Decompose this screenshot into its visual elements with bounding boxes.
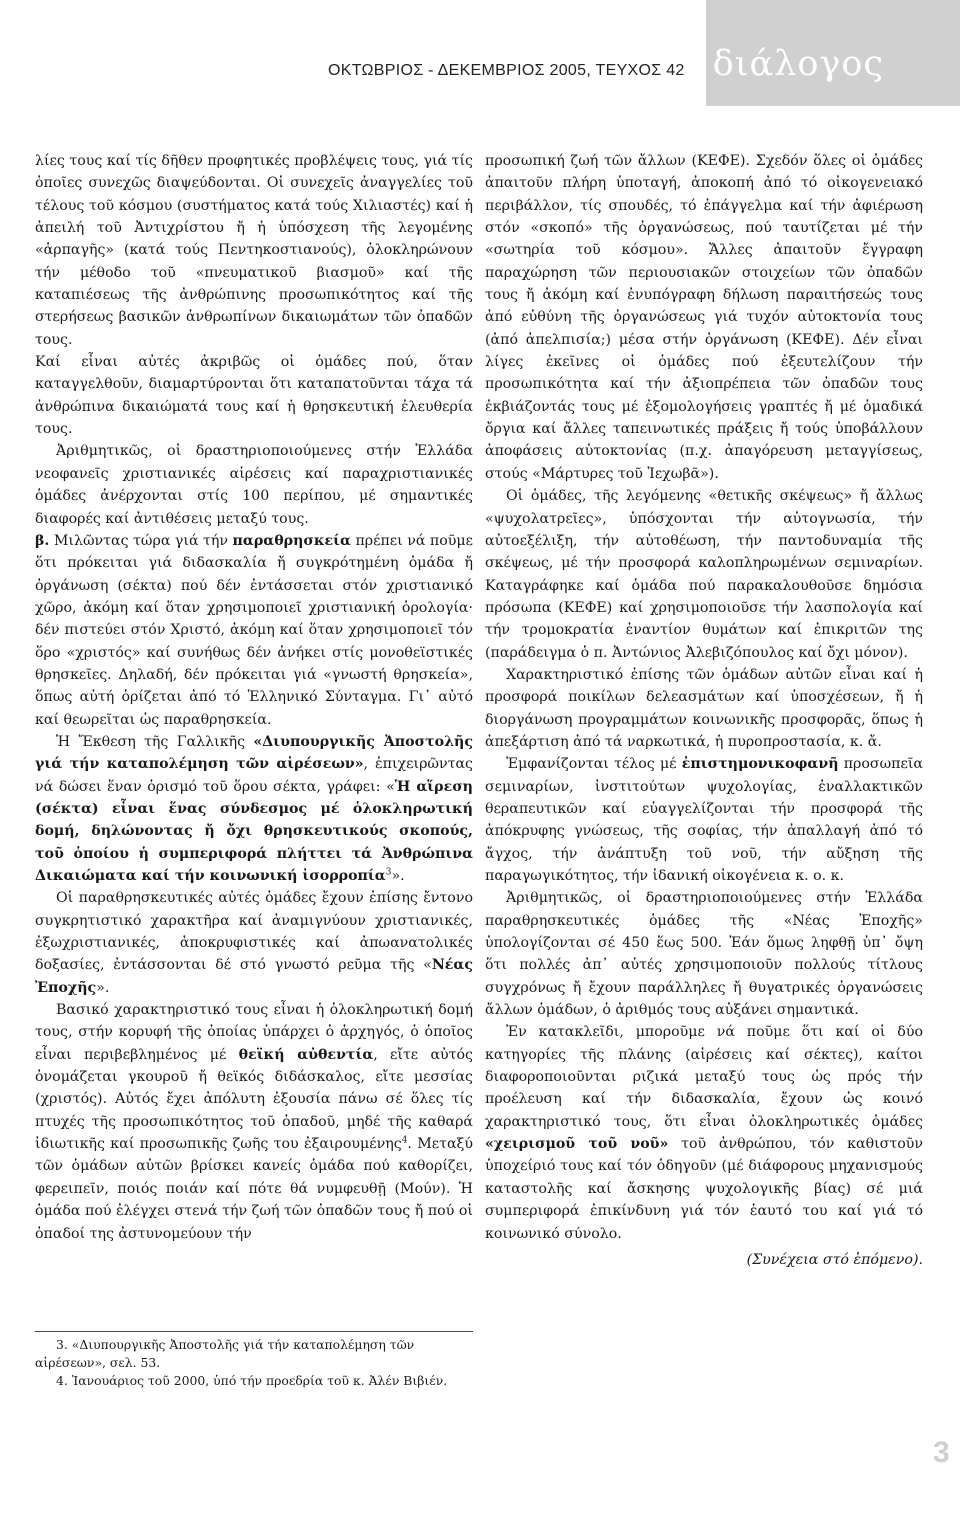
paragraph <box>35 887 473 999</box>
masthead-title: διάλογος <box>712 44 884 84</box>
bold-quote: Ἡ αἵρεση (σέκτα) εἶναι ἕνας σύνδεσμος μέ ὁλοκληρωτική δομή, δηλώνοντας ἤ ὄχι θρησκευτικούς σκοπούς, τοῦ ὁποίου ἡ συμπεριφορά πλήττει τά Ἀνθρώπινα Δικαιώματα καί τήν κοινωνική ἰσορροπία <box>35 778 473 884</box>
text-run: , εἴτε αὐτός ὀνομάζεται γκουροῦ ἤ θεϊκός διδάσκαλος, εἴτε μεσσίας (χριστός). Αὐτός ἔχει ἀπόλυτη ἐξουσία πάνω σέ ὅλες τίς πτυχές τῆς προσωπικότητος τοῦ ὀπαδοῦ, μηδέ τῆς καθαρά ἰδιωτικῆς καί προσωπικῆς ζωῆς του ἐξαιρουμένης <box>35 1046 473 1153</box>
text-run: ». <box>96 979 110 996</box>
footnote-ref[interactable]: 4 <box>401 1135 408 1146</box>
paragraph <box>35 999 473 1245</box>
bold-term: ἐπιστημονικοφανῆ <box>681 756 839 773</box>
text-run: , ἐπιχειρῶντας νά δώσει ἕναν ὁρισμό τοῦ ὅρου σέκτα, γράφει: « <box>35 756 473 795</box>
footnote-ref[interactable]: 3 <box>385 867 392 878</box>
right-column <box>485 150 923 1271</box>
paragraph: Χαρακτηριστικό ἐπίσης τῶν ὁμάδων αὐτῶν εἶναι καί ἡ προσφορά ποικίλων δελεασμάτων καί ὑποσχέσεων, ἤ ἡ διοργάνωση προγραμμάτων κοινωνικῆς προσφορᾶς, ὅπως ἡ ἀπεξάρτιση ἀπό τά ναρκωτικά, ἡ πυροπροστασία, κ. ἄ. <box>485 666 923 750</box>
paragraph <box>35 530 473 731</box>
paragraph <box>485 753 923 887</box>
paragraph <box>485 1021 923 1244</box>
page-number: 3 <box>933 1436 950 1469</box>
text-run: ». <box>391 868 405 884</box>
footnote: 4. Ἰανουάριος τοῦ 2000, ὑπό τήν προεδρία τοῦ κ. Ἀλέν Βιβιέν. <box>56 1373 448 1388</box>
paragraph <box>35 731 473 887</box>
text-run: Ἡ Ἔκθεση τῆς Γαλλικῆς <box>56 733 254 750</box>
paragraph: Οἱ ὁμάδες, τῆς λεγόμενης «θετικῆς σκέψεως» ἤ ἄλλως «ψυχολατρεῖες», ὑπόσχονται τήν αὐτογνωσία, τήν αὐτοεξέλιξη, τήν αὐτοθέωση, τήν παντοδυναμία τῆς σκέψεως, μέ τήν προσφορά καλοπληρωμένων σεμιναρίων. Καταγράφηκε καί ὁμάδα πού παρακαλουθοῦσε δημόσια πρόσωπα (ΚΕΦΕ) καί χρησιμοποιοῦσε τήν λασπολογία καί τήν τρομοκρατία ἐναντίον θυμάτων καί ἐπικριτῶν της (παράδειγμα ὁ π. Ἀντώνιος Ἀλεβιζόπουλος καί ὄχι μόνον). <box>485 488 923 661</box>
text-run: . Μεταξύ τῶν ὁμάδων αὐτῶν βρίσκει κανείς ὁμάδα πού καθορίζει, φερειπεῖν, ποιός ποιάν καί πότε θά νυμφευθῇ (Μούν). Ἡ ὁμάδα πού ἐλέγχει στενά τήν ζωή τῶν ὀπαδῶν τους ἤ πού οἱ ὀπαδοί της ἀστυνομεύουν τήν <box>35 1136 473 1242</box>
continued-note: (Συνέχεια στό ἑπόμενο). <box>746 1251 923 1268</box>
paragraph: Καί εἶναι αὐτές ἀκριβῶς οἱ ὁμάδες πού, ὅταν καταγγελθοῦν, διαμαρτύρονται ὅτι καταπατοῦνται τάχα τά ἀνθρώπινα δικαιώματά τους καί ἡ θρησκευτική ἐλευθερία τους. <box>35 354 473 438</box>
text-run: τοῦ ἀνθρώπου, τόν καθιστοῦν ὑποχείριό τους καί τόν ὁδηγοῦν (μέ διάφορους μηχανισμούς καταστολῆς καί ἄσκησης ψυχολογικῆς βίας) σέ μιά συμπεριφορά ἐπικίνδυνη γιά τόν ἑαυτό του καί γιά τό κοινωνικό σύνολο. <box>485 1136 923 1242</box>
bold-term: Νέας Ἐποχῆς <box>35 957 473 996</box>
issue-info: ΟΚΤΩΒΡΙΟΣ - ΔΕΚΕΜΒΡΙΟΣ 2005, ΤΕΥΧΟΣ 42 <box>328 62 685 79</box>
page-header <box>0 0 960 110</box>
bold-term: «Διυπουργικῆς Ἀποστολῆς γιά τήν καταπολέμηση τῶν αἱρέσεων» <box>35 733 473 773</box>
text-run: πρέπει νά ποῦμε ὅτι πρόκειται γιά διδασκαλία ἤ συγκρότημένη ὁμάδα ἤ ὀργάνωση (σέκτα) πού δέν ἐντάσσεται στόν χριστιανικό χῶρο, ἀκόμη καί ὅταν χρησιμοποιεῖ χριστιανική ὁρολογία· δέν πιστεύει στόν Χριστό, ἀκόμη καί ὅταν χρησιμοποιεῖ τόν ὅρο «χριστός» καί συνήθως δέν ἀνήκει στίς μονοθεϊστικές θρησκεῖες. Δηλαδή, δέν πρόκειται γιά «γνωστή θρησκεία», ὅπως αὐτή ὁρίζεται ἀπό τό Ἑλληνικό Σύνταγμα. Γι᾽ αὐτό καί θεωρεῖται ὡς παραθρησκεία. <box>35 532 473 728</box>
paragraph: προσωπική ζωή τῶν ἄλλων (ΚΕΦΕ). Σχεδόν ὅλες οἱ ὁμάδες ἀπαιτοῦν πλήρη ὑποταγή, ἀποκοπή ἀπό τό οἰκογενειακό περιβάλλον, τίς σπουδές, τό ἐπάγγελμα καί τήν ἀφιέρωση στόν «σκοπό» τῆς ὀργανώσεως, πού ταυτίζεται μέ τήν «σωτηρία τοῦ κόσμου». Ἄλλες ἀπαιτοῦν ἔγγραφη παραχώρηση τῶν περιουσιακῶν στοιχείων τῶν ὀπαδῶν τους ἤ ἀκόμη καί ἐνυπόγραφη δήλωση παραιτήσεώς τους ἀπό εὐθύνη τῆς ὀργανώσεως γιά τυχόν αὐτοκτονία τους (ἀπό ἀπελπισία;) μέσα στήν ὀργάνωση (ΚΕΦΕ). Δέν εἶναι λίγες ἐκεῖνες οἱ ὁμάδες πού ἐξευτελίζουν τήν προσωπικότητα καί τήν ἀξιοπρέπεια τῶν ὀπαδῶν τους ἐκβιάζοντάς τους μέ ἐξομολογήσεις γραπτές ἤ μέ ὁμαδικά ὄργια καί ἄλλες ταπεινωτικές πράξεις ἤ τούς ὑποβάλλουν ἀποφάσεις αὐτοκτονίας (π.χ. ἀπαγόρευση μεταγγίσεως, στούς «Μάρτυρες τοῦ Ἰεχωβᾶ»). <box>485 153 923 482</box>
text-run: Βασικό χαρακτηριστικό τους εἶναι ἡ ὁλοκληρωτική δομή τους, στήν κορυφή τῆς ὁποίας ὑπάρχει ὁ ἀρχηγός, ὁ ὁποῖος εἶναι περιβεβλημένος μέ <box>35 1002 473 1063</box>
bold-term: θεϊκή αὐθεντία <box>238 1046 374 1063</box>
text-run: Μιλῶντας τώρα γιά τήν <box>49 532 233 549</box>
footnote: 3. «Διυπουργικῆς Ἀποστολῆς γιά τήν καταπολέμηση τῶν αἱρέσεων», σελ. 53. <box>35 1337 415 1370</box>
paragraph: λίες τους καί τίς δῆθεν προφητικές προβλέψεις τους, γιά τίς ὁποῖες συνεχῶς διαψεύδονται. Οἱ συνεχεῖς ἀναγγελίες τοῦ τέλους τοῦ κόσμου (συστήματος κατά τούς Χιλιαστές) καί ἡ ἀπειλή τοῦ Ἀντιχρίστου ἤ ἡ ὑπόσχεση τῆς λεγομένης «ἁρπαγῆς» (κατά τούς Πεντηκοστιανούς), ὁλοκληρώνουν τήν μέθοδο τοῦ «πνευματικοῦ βιασμοῦ» καί τῆς καταπιέσεως τῆς ἀνθρώπινης προσωπικότητος καί τῆς στερήσεως βασικῶν ἀνθρωπίνων δικαιωμάτων τῶν ὀπαδῶν τους. <box>35 153 473 348</box>
section-marker: β. <box>35 532 50 549</box>
left-column <box>35 150 473 1245</box>
paragraph: Ἀριθμητικῶς, οἱ δραστηριοποιούμενες στήν Ἑλλάδα νεοφανεῖς χριστιανικές αἱρέσεις καί παραχριστιανικές ὁμάδες ἀνέρχονται στίς 100 περίπου, μέ σημαντικές διαφορές καί ἀντιθέσεις μεταξύ τους. <box>35 443 473 527</box>
text-run: Ἐν κατακλεῖδι, μποροῦμε νά ποῦμε ὅτι καί οἱ δύο κατηγορίες τῆς πλάνης (αἱρέσεις καί σέκτες), καίτοι διαφοροποιοῦνται ριζικά μεταξύ τους ὡς πρός τήν προέλευση καί τήν διδασκαλία, ἔχουν ὡς κοινό χαρακτηριστικό τους, ὅτι εἶναι ὁλοκληρωτικές ὁμάδες <box>485 1024 923 1130</box>
text-run: προσωπεῖα σεμιναρίων, ἰνστιτούτων ψυχολογίας, ἐναλλακτικῶν θεραπευτικῶν καί εὐαγγελίζονται τήν προσφορά τῆς ἀπόκρυφης γνώσεως, τῆς σοφίας, τήν ἀπαλλαγή ἀπό τό ἄγχος, τήν ἀνάπτυξη τοῦ νοῦ, τήν αὔξηση τῆς παραγωγικότητος, τήν ἰδανική οἰκογένεια κ. ο. κ. <box>485 756 923 884</box>
text-run: Οἱ παραθρησκευτικές αὐτές ὁμάδες ἔχουν ἐπίσης ἔντονο συγκρητιστικό χαρακτῆρα καί ἀναμιγνύουν χριστιανικές, ἐξωχριστιανικές, ἀποκρυφιστικές καί ἀπωανατολικές δοξασίες, ἐντάσσονται δέ στό γνωστό ρεῦμα τῆς « <box>35 890 473 974</box>
bold-term: «χειρισμοῦ τοῦ νοῦ» <box>485 1136 669 1153</box>
bold-term: παραθρησκεία <box>232 532 351 549</box>
text-run: Ἐμφανίζονται τέλος μέ <box>506 756 682 773</box>
paragraph: Ἀριθμητικῶς, οἱ δραστηριοποιούμενες στήν Ἑλλάδα παραθρησκευτικές ὁμάδες τῆς «Νέας Ἐποχῆς» ὑπολογίζονται σέ 450 ἕως 500. Ἐάν ὅμως ληφθῇ ὑπ᾽ ὄψη ὅτι πολλές ἀπ᾽ αὐτές χρησιμοποιοῦν πολλούς τίτλους συγχρόνως ἤ ἔχουν παράλληλες ἤ θυγατρικές ὀργανώσεις ἄλλων ὁμάδων, ὁ ἀριθμός τους αὐξάνει σημαντικά. <box>485 890 923 1019</box>
masthead-box <box>706 0 960 106</box>
footnotes <box>35 1331 473 1390</box>
